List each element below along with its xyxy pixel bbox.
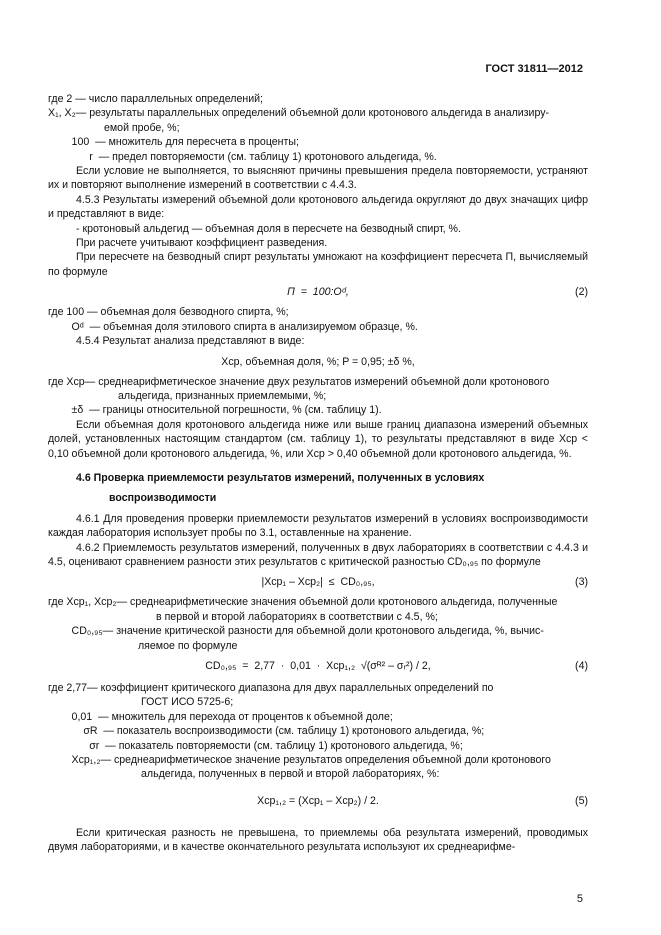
definition-2-77 [48,681,588,695]
definition-delta: ±δ — границы относительной погрешности, % (см. таблицу 1). [48,404,382,417]
formula-2 [48,281,588,303]
section-heading-cont: воспроизводимости [109,492,217,505]
formula-text: CD₀,₉₅ = 2,77 · 0,01 · Xср₁,₂ √(σᴿ² – σᵣ²) / 2, [205,660,431,672]
page-number: 5 [576,893,583,905]
formula-text: П = 100:Oᵈ, [287,286,349,299]
definition-sigma-r: σr — показатель повторяемости (см. таблицу 1) кротонового альдегида, %; [48,739,463,752]
definition-continuation: альдегида, полученных в первой и второй лабораториях, %: [141,768,440,781]
formula-number: (5) [575,794,588,807]
formula-3 [48,571,588,593]
definition-x1-x2 [48,106,588,120]
result-format [48,351,588,373]
definition-0-01: 0,01 — множитель для перехода от процентов к объемной доле; [48,710,393,723]
definition-xcp1-xcp2 [48,595,588,609]
paragraph: Если критическая разность не превышена, то приемлемы оба результата измерений, проводимых двумя лабораториями, и в качестве окончательного результата используют их среднеарифме- [48,826,588,854]
definition-term: CD₀,₉₅ [48,625,103,638]
definition-continuation: ляемое по формуле [138,639,238,652]
definition-text: — среднеарифметическое значение результатов определения объемной доли кротонового [100,754,551,767]
formula-text: Xср₁,₂ = (Xср₁ – Xср₂) / 2. [257,794,379,807]
section-heading: 4.6 Проверка приемлемости результатов измерений, полученных в условиях [76,471,485,484]
definition-sigma-r-cap: σR — показатель воспроизводимости (см. таблицу 1) кротонового альдегида, %; [48,725,485,738]
paragraph: При расчете учитывают коэффициент разведения. [76,237,328,250]
definition-text: — результаты параллельных определений объемной доли кротонового альдегида в анализиру- [75,107,550,120]
list-item: - кротоновый альдегид — объемная доля в пересчете на безводный спирт, %. [76,222,461,235]
definition-od: Oᵈ — объемная доля этилового спирта в анализируемом образце, %. [48,320,418,333]
document-body [48,92,588,855]
definition-cd [48,624,588,638]
definition-text: — значение критической разности для объемной доли кротонового альдегида, %, вычис- [102,625,544,638]
formula-text: |Xср₁ – Xср₂| ≤ CD₀,₉₅, [261,576,375,589]
definition-term: Xср₁,₂ [48,754,101,767]
definition-term: где 2,77 [48,682,88,694]
formula-5 [48,784,588,818]
paragraph-4-5-3: 4.5.3 Результаты измерений объемной доли кротонового альдегида округляют до двух значащих цифр и представляют в виде: [48,193,588,221]
formula-number: (4) [575,660,588,672]
formula-number: (3) [575,576,588,589]
paragraph-4-6-1: 4.6.1 Для проведения проверки приемлемости результатов измерений в условиях воспроизводимости каждая лаборатория использует пробы по 3.1, оставленные на хранение. [48,512,588,540]
definition-term: где Xср [48,375,85,388]
definition-continuation: в первой и второй лабораториях в соответствии с 4.5, %; [156,610,438,623]
where-line-n: где 2 — число параллельных определений; [48,93,263,105]
paragraph-4-6-2: 4.6.2 Приемлемость результатов измерений, полученных в двух лабораториях в соответствии с 4.4.3 и 4.5, оценивают сравнением разности этих результатов с критической разностью CD₀,₉₅ по формуле [48,541,588,568]
paragraph: Если условие не выполняется, то выясняют причины превышения предела повторяемости, устраняют их и повторяют выполнение измерений в соответствии с 4.4.3. [48,165,588,192]
paragraph: При пересчете на безводный спирт результаты умножают на коэффициент пересчета П, вычисляемый по формуле [48,251,588,278]
paragraph-4-5-4: 4.5.4 Результат анализа представляют в виде: [76,335,305,348]
formula-number: (2) [575,286,588,299]
definition-term: X₁, X₂ [48,107,76,120]
definition-continuation: альдегида, признанных приемлемыми, %; [118,389,327,402]
definition-continuation: ГОСТ ИСО 5725-6; [141,696,234,709]
definition-xcp12 [48,753,588,767]
formula-text: Xср, объемная доля, %; P = 0,95; ±δ %, [221,355,415,368]
definition-r: r — предел повторяемости (см. таблицу 1) кротонового альдегида, %. [48,150,437,163]
standard-id: ГОСТ 31811—2012 [485,63,583,75]
definition-text: — среднеарифметическое значение двух результатов измерений объемной доли кротонового [84,375,550,388]
definition-xcp [48,375,588,389]
formula-4 [48,655,588,679]
definition-text: — коэффициент критического диапазона для двух параллельных определений по [87,682,494,694]
definition-100-percent: где 100 — объемная доля безводного спирта, %; [48,306,289,319]
definition-continuation: емой пробе, %; [104,121,180,134]
definition-100: 100 — множитель для пересчета в проценты; [48,136,299,149]
definition-term: где Xср₁, Xср₂ [48,596,117,609]
definition-text: — среднеарифметические значения объемной доли кротонового альдегида, полученные [116,596,558,609]
paragraph: Если объемная доля кротонового альдегида ниже или выше границ диапазона измерений объемных долей, установленных настоящим стандартом (см. таблицу 1), то результаты представляют в виде Xср < 0,10 объемной доли кротонового альдегида, %, или Xср > 0,40 объемной доли кротонового альдегида, %. [48,418,588,460]
